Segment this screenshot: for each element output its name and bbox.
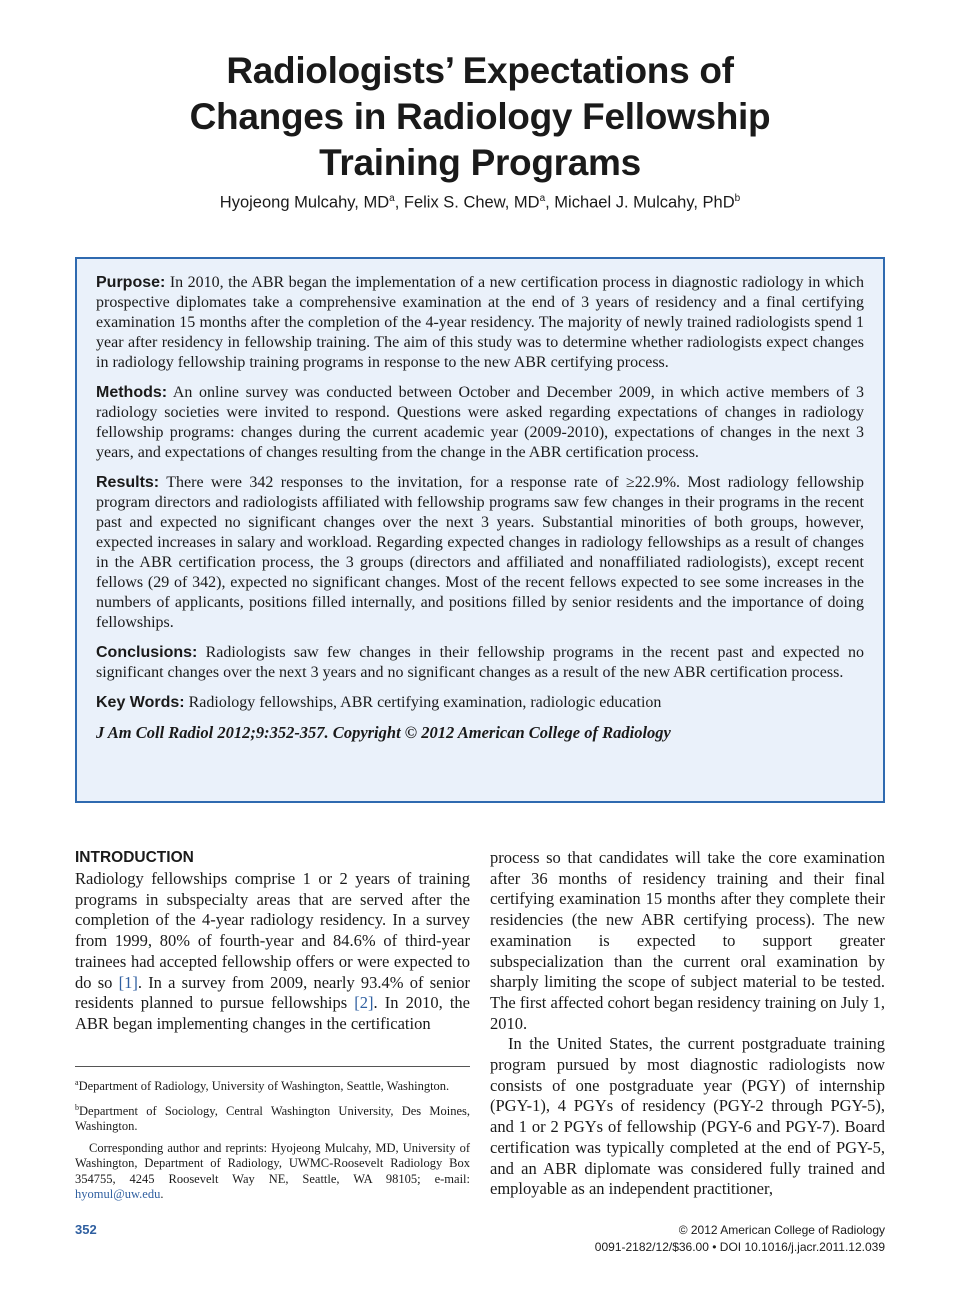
article-title xyxy=(80,48,880,186)
body-column-right xyxy=(490,848,885,1200)
corresponding-text: Corresponding author and reprints: Hyojeong Mulcahy, MD, University of Washington, Department of Radiology, UWMC-Roosevelt Radiology Box 354755, 4245 Roosevelt Way NE, Seattle, WA 98105; e-mail: xyxy=(75,1140,470,1186)
title-line-1: Radiologists’ Expectations of xyxy=(226,50,734,91)
abstract-box xyxy=(75,257,885,803)
doi-text: 0091-2182/12/$36.00 • DOI 10.1016/j.jacr.2011.12.039 xyxy=(594,1240,885,1254)
reference-link-1[interactable]: [1] xyxy=(118,972,138,992)
corresponding-end: . xyxy=(160,1187,164,1202)
body-column-left xyxy=(75,848,470,1035)
purpose-text: In 2010, the ABR began the implementation of a new certification process in diagnostic radiology in which prospective diplomates take a comprehensive examination at the end of 3 years of residency and a final certifying examination 15 months after the completion of the 4-year residency. The majority of newly trained radiologists spend 1 year after residency in fellowship training. The aim of this study was to determine whether radiologists expect changes in radiology fellowship training programs in response to the new ABR certifying process. xyxy=(96,274,865,371)
footer-copyright xyxy=(595,1222,885,1256)
results-text: There were 342 responses to the invitation, for a response rate of ≥22.9%. Most radiology fellowship program directors and radiologists affiliated with fellowship programs saw few changes in their programs in the recent past and expected no significant changes over the next 3 years. Substantial minorities of both groups, however, expected increases in salary and workload. Regarding expected changes in radiology fellowships as a result of changes in the ABR certification process, the 3 groups (directors and affiliated and nonaffiliated radiologists), except recent fellows (29 of 342), expected no significant changes. Most of the recent fellows expected to see some increases in the numbers of applicants, positions filled internally, and positions filled by senior residents and the importance of doing fellowships. xyxy=(96,474,864,631)
footnotes xyxy=(75,1075,470,1208)
copyright-text: © 2012 American College of Radiology xyxy=(678,1223,885,1237)
abstract-keywords xyxy=(96,693,864,713)
reference-link-2[interactable]: [2] xyxy=(354,993,374,1013)
keywords-label: Key Words: xyxy=(96,694,185,711)
affiliation-mark: a xyxy=(75,1078,79,1087)
conclusions-label: Conclusions: xyxy=(96,644,198,661)
author-name: Hyojeong Mulcahy, MD xyxy=(219,193,390,212)
author-affiliation-mark: a xyxy=(539,193,546,204)
methods-text: An online survey was conducted between October and December 2009, in which active members of 3 radiology societies were invited to respond. Questions were asked regarding expectations of changes in radiology fellowship programs: changes during the current academic year (2009-2010), expectations of changes in the next 3 years, and expectations of changes resulting from the change in the ABR certification process. xyxy=(96,384,864,461)
author-affiliation-mark: a xyxy=(389,193,395,204)
journal-citation: J Am Coll Radiol 2012;9:352-357. Copyright © 2012 American College of Radiology xyxy=(96,723,671,742)
title-line-2: Changes in Radiology Fellowship xyxy=(189,96,771,137)
body-paragraph: In the United States, the current postgraduate training program pursued by most diagnostic radiologists now consists of one postgraduate year (PGY) of internship (PGY-1), 4 PGYs of residency (PGY-2 through PGY-5), and 1 or 2 PGYs of fellowship (PGY-6 and PGY-7). Board certification was typically completed at the end of PGY-5, and an ABR diplomate was considered fully trained and employable as an independent practitioner, xyxy=(490,1034,885,1199)
affiliation-text: Department of Sociology, Central Washington University, Des Moines, Washington. xyxy=(75,1103,470,1134)
corresponding-author xyxy=(75,1141,470,1203)
section-heading-introduction: INTRODUCTION xyxy=(75,849,194,866)
results-label: Results: xyxy=(96,474,160,491)
methods-label: Methods: xyxy=(96,384,168,401)
author-list: Hyojeong Mulcahy, $MD^a$, Felix S. Chew, $MD^a$, Michael J. Mulcahy, PhD$^b$ xyxy=(219,193,741,212)
abstract-conclusions xyxy=(96,643,864,683)
body-text-continued: . In 2010, the ABR began implementing changes in the certification xyxy=(75,993,470,1033)
title-line-3: Training Programs xyxy=(319,142,641,183)
body-paragraph xyxy=(75,869,470,1035)
keywords-text: Radiology fellowships, ABR certifying examination, radiologic education xyxy=(188,694,662,711)
body-text: . In a survey from 2009, nearly 93.4% of senior residents planned to pursue fellowships xyxy=(75,972,471,1013)
abstract-results xyxy=(96,473,864,633)
author-affiliation-mark: b xyxy=(734,193,741,204)
affiliation-b xyxy=(75,1100,470,1135)
author-name: Michael J. Mulcahy, PhD xyxy=(554,193,735,212)
affiliation-mark: b xyxy=(75,1102,79,1112)
body-text: Radiology fellowships comprise 1 or 2 years of training programs in subspecialty areas that are served after the completion of the 4-year radiology residency. In a survey from 1999, 80% of fourth-year and 84.6% of third-year trainees had accepted fellowship offers or were expected to do so xyxy=(75,869,470,992)
body-paragraph-continued: process so that candidates will take the core examination after 36 months of residency training and their final certifying examination 15 months after they complete their residencies (the new ABR certifying process). The new examination is expected to support greater subspecialization than the current oral examination by sharply limiting the scope of subject material to be tested. The first affected cohort began residency training on July 1, 2010. xyxy=(490,848,885,1033)
affiliation-a xyxy=(75,1075,470,1095)
affiliation-text: Department of Radiology, University of Washington, Seattle, Washington. xyxy=(78,1079,450,1094)
page-number: 352 xyxy=(75,1222,97,1237)
email-link[interactable]: hyomul@uw.edu xyxy=(75,1187,161,1202)
abstract-purpose xyxy=(96,273,864,373)
author-name: Felix S. Chew, MD xyxy=(403,193,540,212)
conclusions-text: Radiologists saw few changes in their fellowship programs in the recent past and expected no significant changes over the next 3 years and no significant changes as a result of the new ABR certification process. xyxy=(96,644,864,681)
abstract-methods xyxy=(96,383,864,463)
footnote-divider xyxy=(75,1066,470,1067)
purpose-label: Purpose: xyxy=(96,274,166,291)
